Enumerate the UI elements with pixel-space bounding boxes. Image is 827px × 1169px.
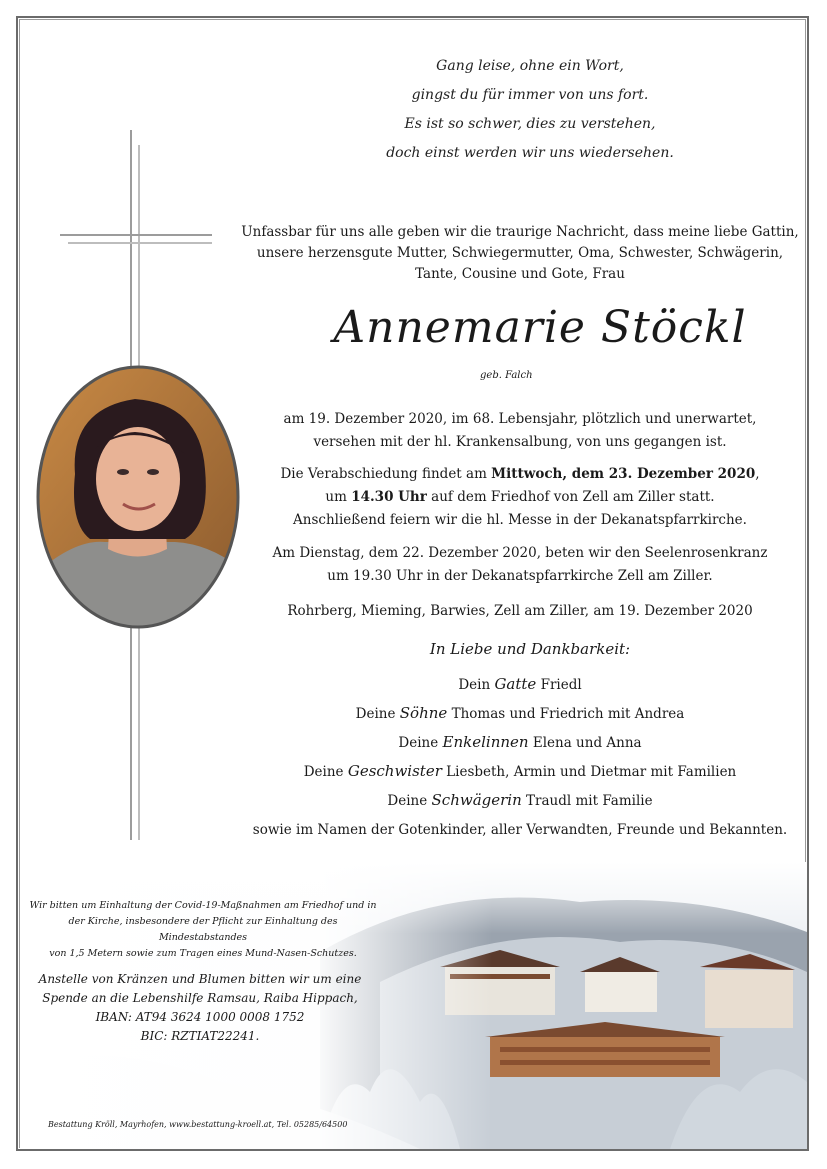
donation-iban: IBAN: AT94 3624 1000 0008 1752 bbox=[95, 1010, 305, 1024]
rosary-line: Am Dienstag, dem 22. Dezember 2020, beten wir den Seelenrosenkranz bbox=[272, 545, 768, 561]
rosary-notice bbox=[270, 542, 770, 588]
farewell-text: auf dem Friedhof von Zell am Ziller statt. bbox=[426, 489, 715, 505]
thanks-heading: In Liebe und Dankbarkeit: bbox=[429, 640, 631, 658]
death-notice bbox=[270, 408, 770, 454]
covid-line: von 1,5 Metern sowie zum Tragen eines Mund-Nasen-Schutzes. bbox=[49, 948, 357, 959]
covid-notice bbox=[28, 898, 378, 962]
poem bbox=[330, 52, 730, 168]
mourner-line: Deine Söhne Thomas und Friedrich mit Andrea bbox=[355, 704, 685, 722]
intro-text bbox=[240, 222, 800, 285]
farewell-time: 14.30 Uhr bbox=[351, 489, 427, 505]
deceased-name: Annemarie Stöckl bbox=[333, 302, 747, 353]
farewell-date: Mittwoch, dem 23. Dezember 2020 bbox=[491, 466, 756, 482]
intro-line: Unfassbar für uns alle geben wir die traurige Nachricht, dass meine liebe Gattin, bbox=[241, 224, 799, 240]
mourner-line: Deine Schwägerin Traudl mit Familie bbox=[387, 791, 653, 809]
funeral-home-footer: Bestattung Kröll, Mayrhofen, www.bestattung-kroell.at, Tel. 05285/64500 bbox=[48, 1120, 348, 1129]
donation-line: Spende an die Lebenshilfe Ramsau, Raiba Hippach, bbox=[42, 991, 358, 1005]
poem-line: Es ist so schwer, dies zu verstehen, bbox=[404, 116, 656, 132]
poem-line: Gang leise, ohne ein Wort, bbox=[436, 58, 624, 74]
mourner-line: sowie im Namen der Gotenkinder, aller Verwandten, Freunde und Bekannten. bbox=[252, 822, 788, 838]
mourners-list bbox=[240, 670, 800, 844]
rosary-line: um 19.30 Uhr in der Dekanatspfarrkirche Zell am Ziller. bbox=[327, 568, 713, 584]
donation-line: Anstelle von Kränzen und Blumen bitten wir um eine bbox=[38, 972, 362, 986]
poem-line: gingst du für immer von uns fort. bbox=[411, 87, 649, 103]
farewell-text: Anschließend feiern wir die hl. Messe in der Dekanatspfarrkirche. bbox=[293, 512, 747, 528]
farewell-text: um bbox=[325, 489, 352, 505]
birth-name: geb. Falch bbox=[480, 370, 533, 381]
covid-line: Wir bitten um Einhaltung der Covid-19-Maßnahmen am Friedhof und in bbox=[29, 900, 377, 911]
mourner-line: Dein Gatte Friedl bbox=[458, 675, 582, 693]
place-date: Rohrberg, Mieming, Barwies, Zell am Ziller, am 19. Dezember 2020 bbox=[287, 603, 753, 619]
farewell-text: Die Verabschiedung findet am bbox=[280, 466, 492, 482]
donation-notice bbox=[30, 970, 370, 1046]
poem-line: doch einst werden wir uns wiedersehen. bbox=[386, 145, 674, 161]
mourner-line: Deine Geschwister Liesbeth, Armin und Dietmar mit Familien bbox=[303, 762, 737, 780]
donation-bic: BIC: RZTIAT22241. bbox=[140, 1029, 260, 1043]
farewell-text: , bbox=[755, 466, 760, 482]
covid-line: der Kirche, insbesondere der Pflicht zur Einhaltung des Mindestabstandes bbox=[68, 916, 338, 943]
death-notice-line: versehen mit der hl. Krankensalbung, von uns gegangen ist. bbox=[313, 434, 727, 450]
death-notice-line: am 19. Dezember 2020, im 68. Lebensjahr, plötzlich und unerwartet, bbox=[283, 411, 757, 427]
farewell-notice bbox=[270, 463, 770, 532]
mourner-line: Deine Enkelinnen Elena und Anna bbox=[398, 733, 642, 751]
intro-line: Tante, Cousine und Gote, Frau bbox=[415, 266, 625, 282]
intro-line: unsere herzensgute Mutter, Schwiegermutter, Oma, Schwester, Schwägerin, bbox=[256, 245, 784, 261]
portrait-photo bbox=[35, 364, 241, 630]
